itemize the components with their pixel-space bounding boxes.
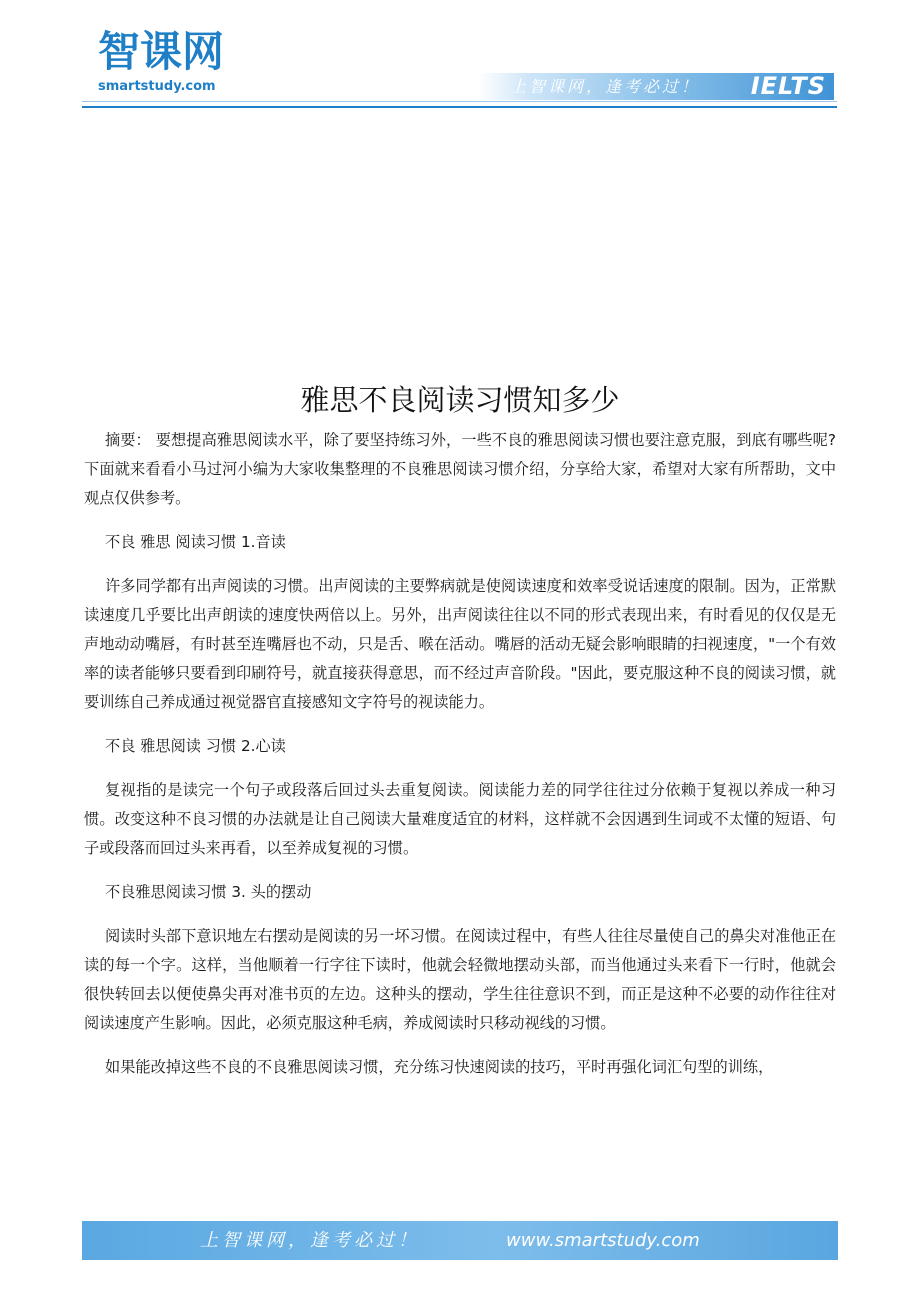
section-heading-3: 不良雅思阅读习惯 3. 头的摆动	[105, 883, 312, 901]
site-logo[interactable]: 智课网	[98, 27, 225, 76]
header-divider-thin	[82, 101, 837, 102]
section-body-3: 阅读时头部下意识地左右摆动是阅读的另一坏习惯。在阅读过程中，有些人往往尽量使自己的鼻尖对准他正在读的每一个字。这样，当他顺着一行字往下读时，他就会轻微地摆动头部，而当他通过头来看下一行时，他就会很快转回去以便使鼻尖再对准书页的左边。这种头的摆动，学生往往意识不到，而正是这种不必要的动作往往对阅读速度产生影响。因此，必须克服这种毛病，养成阅读时只移动视线的习惯。	[84, 927, 836, 1032]
summary-paragraph: 摘要： 要想提高雅思阅读水平，除了要坚持练习外，一些不良的雅思阅读习惯也要注意克服，到底有哪些呢?下面就来看看小马过河小编为大家收集整理的不良雅思阅读习惯介绍，分享给大家，希望对大家有所帮助，文中观点仅供参考。	[84, 431, 836, 507]
document-title: 雅思不良阅读习惯知多少	[300, 383, 620, 417]
header-banner	[478, 73, 834, 100]
section-heading-2: 不良 雅思阅读 习惯 2.心读	[105, 737, 286, 755]
section-heading-1: 不良 雅思 阅读习惯 1.音读	[105, 533, 286, 551]
document-body	[84, 426, 836, 1097]
header-divider	[82, 106, 837, 108]
ielts-badge: IELTS	[750, 72, 826, 100]
section-body-1: 许多同学都有出声阅读的习惯。出声阅读的主要弊病就是使阅读速度和效率受说话速度的限制。因为，正常默读速度几乎要比出声朗读的速度快两倍以上。另外，出声阅读往往以不同的形式表现出来，有时看见的仅仅是无声地动动嘴唇，有时甚至连嘴唇也不动，只是舌、喉在活动。嘴唇的活动无疑会影响眼睛的扫视速度，"一个有效率的读者能够只要看到印刷符号，就直接获得意思，而不经过声音阶段。"因此，要克服这种不良的阅读习惯，就要训练自己养成通过视觉器官直接感知文字符号的视读能力。	[84, 577, 836, 711]
banner-slogan: 上智课网，逢考必过！	[510, 77, 701, 96]
page-footer	[82, 1221, 838, 1260]
section-body-2: 复视指的是读完一个句子或段落后回过头去重复阅读。阅读能力差的同学往往过分依赖于复视以养成一种习惯。改变这种不良习惯的办法就是让自己阅读大量难度适宜的材料，这样就不会因遇到生词或不太懂的短语、句子或段落而回过头来再看，以至养成复视的习惯。	[84, 781, 836, 857]
footer-url-link[interactable]: www.smartstudy.com	[506, 1230, 700, 1251]
closing-paragraph: 如果能改掉这些不良的不良雅思阅读习惯，充分练习快速阅读的技巧，平时再强化词汇句型的训练，	[105, 1058, 774, 1076]
site-logo-domain: smartstudy.com	[98, 79, 216, 94]
page-header	[0, 0, 920, 115]
footer-slogan: 上智课网，逢考必过！	[200, 1230, 420, 1251]
